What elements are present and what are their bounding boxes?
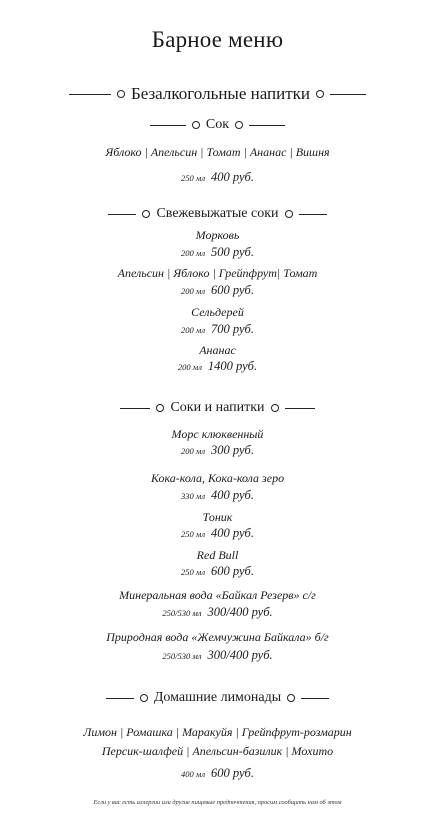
juice-price: 400 руб.	[211, 170, 254, 184]
footer-note: Если у вас есть аллергии или другие пищевые предпочтения, просим сообщить нам об этом	[93, 799, 342, 806]
juice-price-row	[0, 168, 435, 186]
drink-item-price-row	[0, 486, 435, 504]
drink-item-volume: 250 мл	[181, 567, 206, 577]
drink-item-price: 300/400 руб.	[207, 605, 273, 619]
drink-item-volume: 250/530 мл	[162, 608, 202, 618]
fresh-item-name: Апельсин | Яблоко | Грейпфрут| Томат	[117, 266, 318, 280]
fresh-item-price-row	[0, 320, 435, 338]
drink-item-price: 600 руб.	[211, 564, 254, 578]
drink-item-name: Морс клюквенный	[171, 427, 264, 441]
drink-item-price: 400 руб.	[211, 526, 254, 540]
section-title: Безалкогольные напитки	[130, 84, 311, 103]
drink-item-volume: 200 мл	[181, 446, 206, 456]
drink-item-price: 400 руб.	[211, 488, 254, 502]
fresh-item-name: Морковь	[195, 228, 240, 242]
drink-item-price-row	[0, 524, 435, 542]
divider-line-left	[106, 698, 134, 699]
fresh-item-price: 600 руб.	[211, 283, 254, 297]
divider-curl-right	[316, 90, 324, 98]
divider-line-right	[299, 214, 327, 215]
juice-list: Яблоко | Апельсин | Томат | Ананас | Вишня	[105, 145, 330, 159]
fresh-item-price-row	[0, 281, 435, 299]
fresh-item-price-row	[0, 243, 435, 261]
divider-curl-right	[271, 404, 279, 412]
juice-heading-label: Сок	[205, 117, 230, 132]
divider-curl-right	[285, 210, 293, 218]
juice-volume: 250 мл	[181, 173, 206, 183]
fresh-item-volume: 200 мл	[181, 325, 206, 335]
fresh-item-volume: 200 мл	[177, 362, 202, 372]
fresh-item-name: Ананас	[199, 343, 236, 357]
lemonades-heading	[0, 690, 435, 706]
drink-item-name: Кока-кола, Кока-кола зеро	[150, 471, 285, 485]
fresh-item-price: 500 руб.	[211, 245, 254, 259]
divider-line-right	[301, 698, 329, 699]
divider-curl-left	[142, 210, 150, 218]
drink-item-price: 300/400 руб.	[207, 648, 273, 662]
drinks-heading-label: Соки и напитки	[170, 400, 265, 415]
drink-item-name: Минеральная вода «Байкал Резерв» с/г	[119, 588, 316, 602]
divider-curl-left	[140, 694, 148, 702]
divider-curl-right	[235, 121, 243, 129]
section-main-heading	[0, 84, 435, 104]
lemonades-heading-label: Домашние лимонады	[153, 690, 282, 705]
fresh-item-volume: 200 мл	[181, 248, 206, 258]
lemonades-list-line1: Лимон | Ромашка | Маракуйя | Грейпфрут-розмарин	[83, 725, 352, 739]
lemonades-price-row	[0, 764, 435, 782]
divider-line-left	[120, 408, 150, 409]
lemonades-price: 600 руб.	[211, 766, 254, 780]
divider-line-right	[249, 125, 285, 126]
divider-line-left	[69, 94, 111, 95]
drinks-heading	[0, 400, 435, 416]
fresh-item-price-row	[0, 357, 435, 375]
lemonades-list-line2: Персик-шалфей | Апельсин-базилик | Мохито	[101, 744, 334, 758]
fresh-heading	[0, 206, 435, 222]
divider-line-right	[285, 408, 315, 409]
divider-curl-left	[117, 90, 125, 98]
fresh-item-name: Сельдерей	[191, 305, 244, 319]
fresh-item-price: 700 руб.	[211, 322, 254, 336]
page-title: Барное меню	[151, 27, 284, 52]
fresh-heading-label: Свежевыжатые соки	[156, 206, 279, 221]
drink-item-name: Природная вода «Жемчужина Байкала» б/г	[106, 630, 329, 644]
drink-item-price-row	[0, 646, 435, 664]
drink-item-price-row	[0, 562, 435, 580]
drink-item-name: Тоник	[202, 510, 233, 524]
drink-item-price: 300 руб.	[211, 443, 254, 457]
juice-heading	[0, 117, 435, 133]
drink-item-volume: 250 мл	[181, 529, 206, 539]
drink-item-volume: 330 мл	[181, 491, 206, 501]
divider-line-left	[108, 214, 136, 215]
divider-curl-left	[156, 404, 164, 412]
divider-curl-right	[287, 694, 295, 702]
drink-item-price-row	[0, 603, 435, 621]
divider-line-left	[150, 125, 186, 126]
divider-line-right	[330, 94, 366, 95]
drink-item-price-row	[0, 441, 435, 459]
fresh-item-volume: 200 мл	[181, 286, 206, 296]
divider-curl-left	[192, 121, 200, 129]
drink-item-name: Red Bull	[196, 548, 239, 562]
lemonades-volume: 400 мл	[181, 769, 206, 779]
drink-item-volume: 250/530 мл	[162, 651, 202, 661]
fresh-item-price: 1400 руб.	[207, 359, 258, 373]
